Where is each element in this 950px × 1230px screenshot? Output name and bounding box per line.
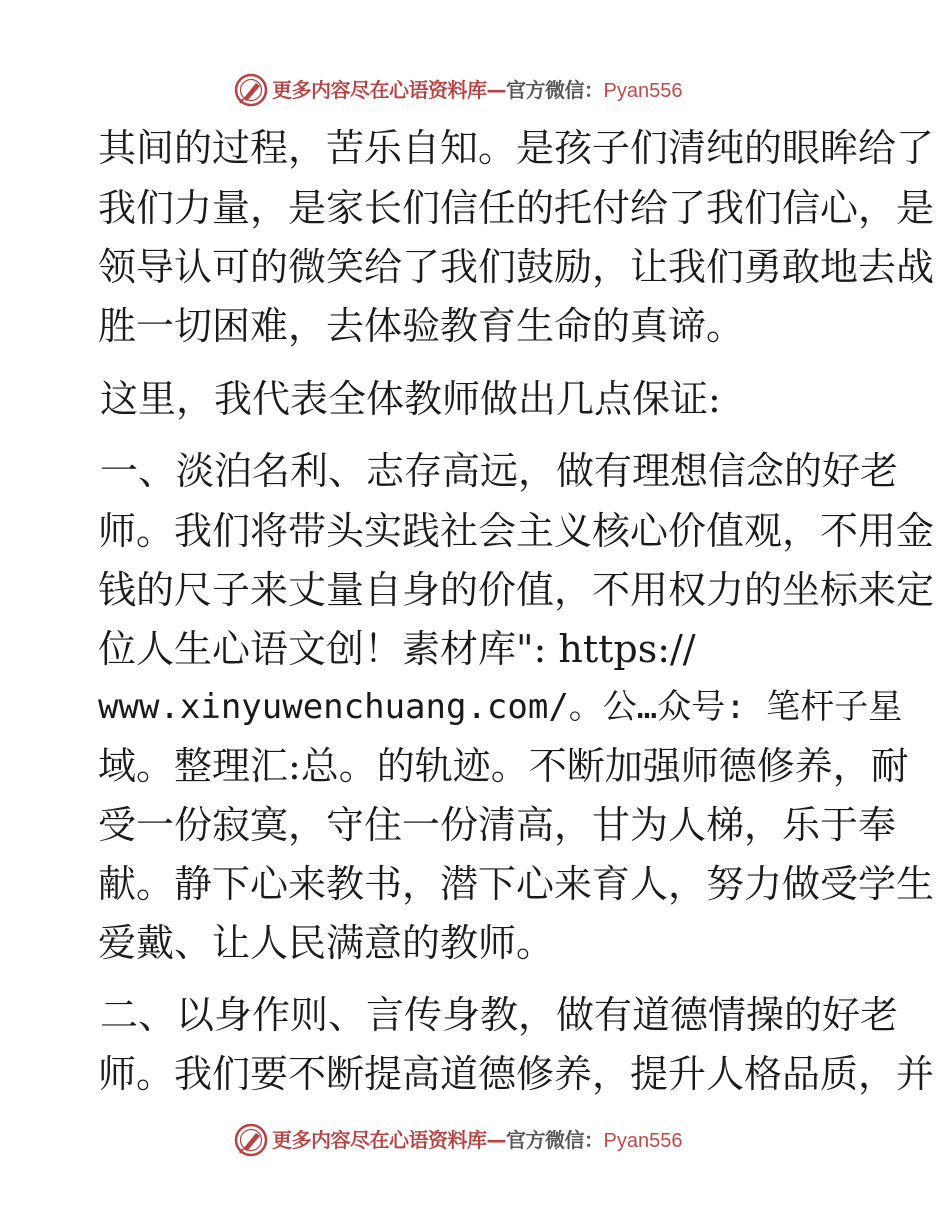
text-line: 领导认可的微笑给了我们鼓励，让我们勇敢地去战 [98,245,935,289]
footer-banner-text [272,1127,682,1153]
text-line: 我们力量，是家长们信任的托付给了我们信心，是 [98,186,935,230]
text-line: 其间的过程，苦乐自知。是孩子们清纯的眼眸给了 [98,126,935,170]
text-line: 师。我们要不断提高道德修养，提升人格品质，并 [98,1052,935,1096]
footer-banner [0,1120,950,1160]
text-line: www.xinyuwenchuang.com/。公…众号: 笔杆子星 [98,687,903,727]
text-line: 爱戴、让人民满意的教师。 [98,921,555,965]
quill-logo-icon [234,73,268,107]
text-line: 献。静下心来教书，潜下心来育人，努力做受学生 [98,862,935,906]
text-line: 钱的尺子来丈量自身的价值，不用权力的坐标来定 [98,568,935,612]
text-line: 这里，我代表全体教师做出几点保证: [100,377,721,421]
banner-wechat-id: Pyan556 [603,80,683,102]
text-line: 域。整理汇:总。的轨迹。不断加强师德修养，耐 [98,744,909,788]
banner-dash: — [486,78,506,102]
text-line: 一、淡泊名利、志存高远，做有理想信念的好老 [100,449,899,493]
text-line: 受一份寂寞，守住一份清高，甘为人梯，乐于奉 [98,803,897,847]
banner-dash: — [486,1128,506,1152]
text-line: 师。我们将带头实践社会主义核心价值观，不用金 [98,509,935,553]
banner-title: 更多内容尽在心语资料库 [272,78,487,102]
header-banner [0,70,950,110]
text-line: 胜一切困难，去体验教育生命的真谛。 [98,304,745,348]
banner-title: 更多内容尽在心语资料库 [272,1128,487,1152]
quill-logo-icon [234,1123,268,1157]
text-line: 二、以身作则、言传身教，做有道德情操的好老 [100,993,899,1037]
header-banner-text [272,77,682,103]
banner-wechat-label: 官方微信： [506,1128,604,1152]
text-line: 位人生心语文创！素材库": https:// [98,627,696,671]
banner-wechat-id: Pyan556 [603,1130,683,1152]
banner-wechat-label: 官方微信： [506,78,604,102]
